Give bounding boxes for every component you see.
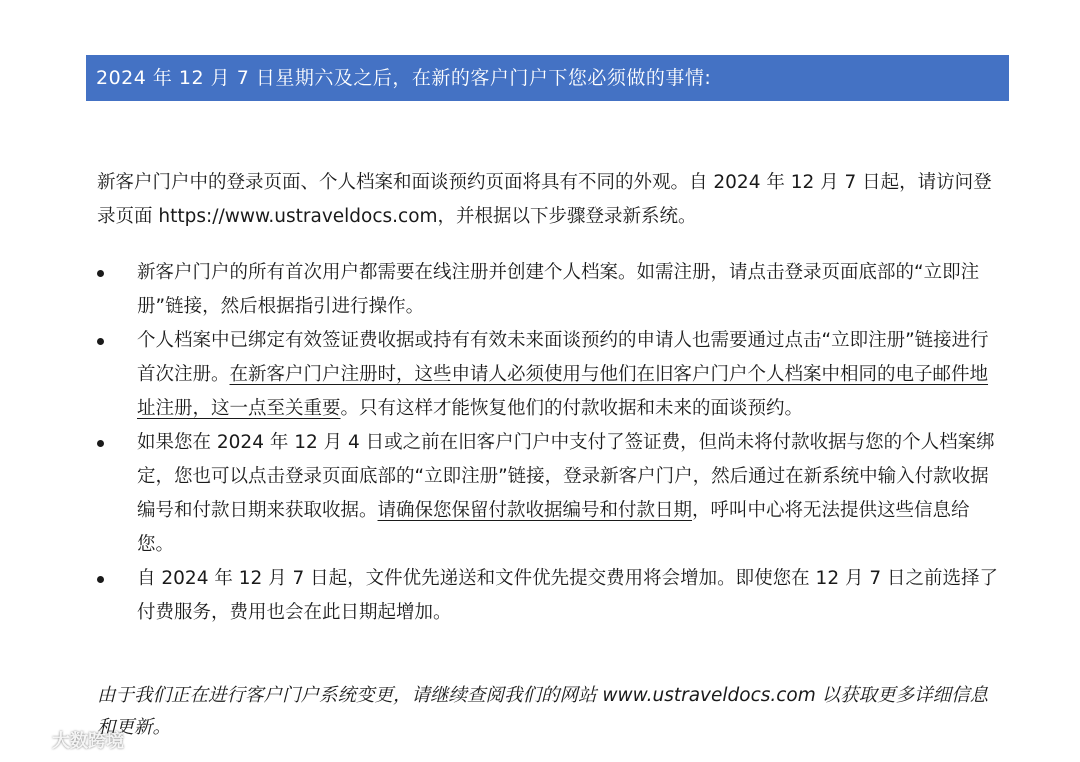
list-item [97, 562, 1002, 630]
bullet-text: 自 2024 年 12 月 7 日起，文件优先递送和文件优先提交费用将会增加。即使您在 12 月 7 日之前选择了付费服务，费用也会在此日期起增加。 [137, 568, 999, 623]
bullet-text-tail: 。只有这样才能恢复他们的付款收据和未来的面谈预约。 [340, 398, 804, 419]
closing-paragraph: 由于我们正在进行客户门户系统变更，请继续查阅我们的网站 www.ustraveldocs.com 以获取更多详细信息和更新。 [97, 685, 989, 738]
bullet-dot-icon [97, 338, 104, 345]
list-item [97, 324, 1002, 426]
watermark-logo-icon [8, 728, 46, 752]
bullet-text: 新客户门户的所有首次用户都需要在线注册并创建个人档案。如需注册，请点击登录页面底部的“立即注册”链接，然后根据指引进行操作。 [137, 262, 980, 317]
steps-list [97, 256, 1002, 630]
section-header-title: 2024 年 12 月 7 日星期六及之后，在新的客户门户下您必须做的事情: [96, 67, 712, 89]
bullet-underlined-text: 请确保您保留付款收据编号和付款日期 [377, 500, 693, 521]
bullet-dot-icon [97, 270, 104, 277]
watermark [8, 727, 124, 753]
intro-paragraph: 新客户门户中的登录页面、个人档案和面谈预约页面将具有不同的外观。自 2024 年 12 月 7 日起，请访问登录页面 https://www.ustraveldocs.com，并根据以下步骤登录新系统。 [97, 172, 992, 227]
bullet-text: 如果您在 2024 年 12 月 4 日或之前在旧客户门户中支付了签证费，但尚未将付款收据与您的个人档案绑定，您也可以点击登录页面底部的“立即注册”链接，登录新客户门户，然后通过在新系统中输入付款收据编号和付款日期来获取收据。 [137, 432, 995, 521]
section-header-bar [86, 55, 1009, 101]
list-item [97, 426, 1002, 562]
bullet-underlined-text: 在新客户门户注册时，这些申请人必须使用与他们在旧客户门户个人档案中相同的电子邮件地址注册，这一点至关重要 [137, 364, 989, 419]
bullet-text: 个人档案中已绑定有效签证费收据或持有有效未来面谈预约的申请人也需要通过点击“立即注册”链接进行首次注册。 [137, 330, 989, 385]
bullet-dot-icon [97, 440, 104, 447]
bullet-text-tail: ，呼叫中心将无法提供这些信息给您。 [137, 500, 970, 555]
list-item [97, 256, 1002, 324]
bullet-dot-icon [97, 576, 104, 583]
watermark-text: 大数跨境 [52, 731, 124, 752]
